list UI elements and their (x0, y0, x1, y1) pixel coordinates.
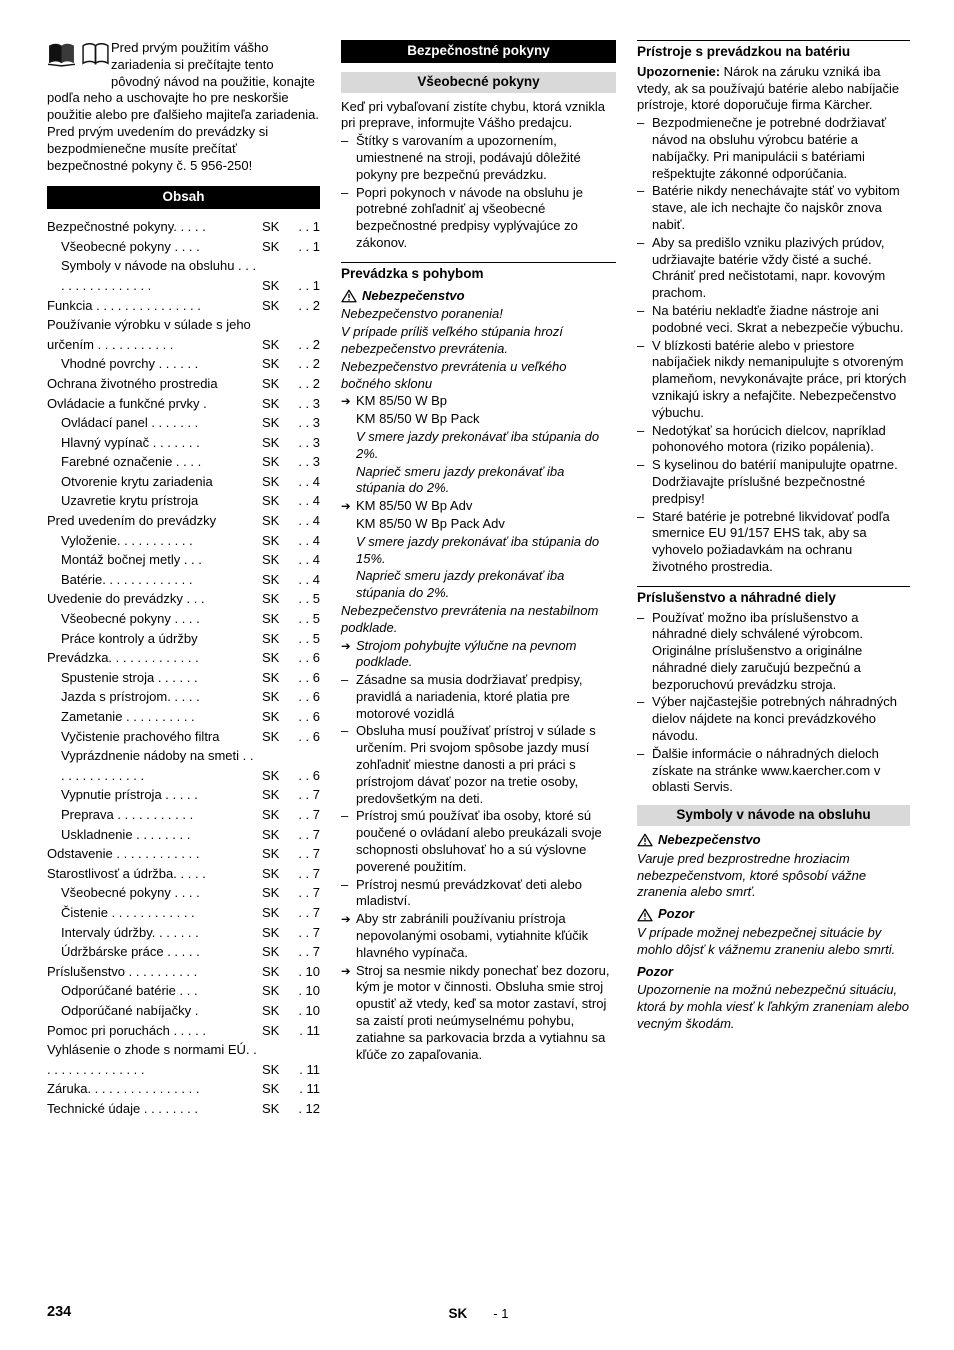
toc-entry-page: . . 5 (298, 591, 320, 607)
item-text: Ďalšie informácie o náhradných dieloch získate na stránke www.kaercher.com v oblasti Servis. (652, 745, 881, 795)
hazard-label: Pozor (658, 906, 695, 922)
toc-entry-page: . . 4 (298, 473, 320, 489)
paragraph: Nebezpečenstvo prevrátenia na nestabilnom podklade. (341, 602, 599, 635)
toc-entry (47, 707, 320, 727)
toc-entry-page: . . 7 (298, 806, 320, 822)
toc-entry-label: Uzavretie krytu prístroja (61, 493, 199, 509)
bullet-item (341, 723, 616, 807)
item-text: Prístroj nesmú prevádzkovať deti alebo mladiství. (356, 876, 582, 909)
dash-icon: – (637, 234, 645, 250)
toc-entry-lang: SK (262, 709, 280, 725)
toc-entry-lang: SK (262, 728, 280, 744)
toc-entry-label: Jazda s prístrojom. . . . . (61, 689, 200, 705)
toc-entry-label: Otvorenie krytu zariadenia (61, 473, 213, 489)
toc-entry-lang: SK (262, 1081, 280, 1097)
continuation-line: KM 85/50 W Bp Pack Adv (356, 515, 505, 531)
toc-entry-label: Uskladnenie . . . . . . . . (61, 826, 191, 842)
toc-entry-page: . . 7 (298, 885, 320, 901)
continuation-line: Naprieč smeru jazdy prekonávať iba stúpania do 2%. (356, 568, 565, 601)
bullet-item (341, 185, 616, 252)
toc-entry-lang: SK (262, 944, 280, 960)
toc-entry (47, 394, 320, 414)
toc-entry (47, 315, 320, 354)
toc-entry (47, 589, 320, 609)
toc-entry (47, 981, 320, 1001)
right-column (637, 40, 910, 1034)
toc-entry-lang: SK (262, 356, 280, 372)
bullet-item (637, 115, 910, 182)
item-text: Strojom pohybujte výlučne na pevnom podklade. (356, 637, 577, 670)
toc-entry-label: Spustenie stroja . . . . . . (61, 669, 198, 685)
toc-entry-page: . 11 (299, 1022, 320, 1038)
toc-entry (47, 296, 320, 316)
toc-entry (47, 785, 320, 805)
toc-entry-page: . . 5 (298, 611, 320, 627)
toc-entry (47, 962, 320, 982)
dash-icon: – (637, 183, 645, 199)
toc-entry-page: . . 7 (298, 846, 320, 862)
item-text: Bezpodmienečne je potrebné dodržiavať návod na obsluhu výrobcu batérie a nabíjačky. Pri manipulácii s batériami rešpektujte zákonné odporúčania. (652, 115, 886, 181)
arrow-item (341, 911, 616, 961)
bullet-item (341, 808, 616, 875)
table-of-contents (47, 217, 320, 1118)
toc-entry-page: . . 1 (298, 238, 320, 254)
item-text: Nedotýkať sa horúcich dielcov, napríklad pohonového motora (riziko popálenia). (652, 422, 886, 455)
toc-entry-label: Starostlivosť a údržba. . . . . (47, 865, 206, 881)
bullet-item (637, 694, 910, 744)
item-text: Aby sa predišlo vzniku plazivých prúdov, udržiavajte batérie vždy čisté a suché. Chrániť pred nečistotami, napr. kovovým prachom. (652, 234, 886, 301)
bullet-item (637, 303, 910, 337)
toc-entry-lang: SK (262, 669, 280, 685)
toc-entry (47, 746, 320, 785)
hazard-heading (637, 832, 910, 849)
bullet-item (637, 235, 910, 302)
manual-icon (47, 42, 76, 68)
toc-entry-page: . . 7 (298, 924, 320, 940)
toc-entry (47, 374, 320, 394)
toc-entry-page: . . 4 (298, 532, 320, 548)
toc-entry-label: Technické údaje . . . . . . . . (47, 1100, 199, 1116)
toc-entry (47, 609, 320, 629)
toc-entry-page: . 11 (299, 1061, 320, 1077)
toc-entry-lang: SK (262, 963, 280, 979)
section-header: Prevádzka s pohybom (341, 262, 616, 283)
toc-entry-page: . . 2 (298, 297, 320, 313)
toc-entry-lang: SK (262, 611, 280, 627)
toc-entry-label: Príslušenstvo . . . . . . . . . . (47, 963, 198, 979)
toc-entry (47, 668, 320, 688)
toc-entry (47, 217, 320, 237)
intro-text: Pred prvým použitím vášho zariadenia si prečítajte tento pôvodný návod na použitie, konajte podľa neho a uschovajte ho pre neskoršie použitie alebo pre ďalšieho majiteľa zariadenia. Pred prvým uvedením do prevádzky si bezpodmienečne musíte prečítať bezpečnostné pokyny č. 5 956-250! (47, 40, 319, 173)
toc-entry (47, 844, 320, 864)
bullet-item (637, 183, 910, 233)
toc-entry (47, 727, 320, 747)
footer-center (449, 1306, 509, 1323)
toc-entry (47, 864, 320, 884)
arrow-icon: ➔ (341, 638, 351, 653)
dash-icon: – (637, 422, 645, 438)
dash-icon: – (637, 337, 645, 353)
page-number: 234 (47, 1304, 72, 1320)
toc-entry-lang: SK (262, 395, 280, 411)
toc-entry-lang: SK (262, 297, 280, 313)
left-column (47, 40, 320, 1118)
toc-entry-label: Farebné označenie . . . . (61, 454, 202, 470)
middle-column (341, 40, 616, 1064)
toc-entry (47, 570, 320, 590)
toc-entry-lang: SK (262, 1022, 280, 1038)
toc-entry-lang: SK (262, 806, 280, 822)
toc-entry-label: Údržbárske práce . . . . . (61, 944, 200, 960)
toc-entry-page: . . 2 (298, 375, 320, 391)
hazard-label: Pozor (637, 963, 674, 979)
toc-entry-lang: SK (262, 434, 280, 450)
toc-entry-lang: SK (262, 826, 280, 842)
toc-entry-page: . . 6 (298, 728, 320, 744)
toc-entry-label: Vyčistenie prachového filtra (61, 728, 220, 744)
dash-icon: – (637, 745, 645, 761)
paragraph: Keď pri vybaľovaní zistíte chybu, ktorá vznikla pri preprave, informujte Vášho predajcu. (341, 98, 605, 131)
item-text: Výber najčastejšie potrebných náhradných dielov nájdete na konci prevádzkového návodu. (652, 694, 897, 744)
toc-entry-lang: SK (262, 375, 280, 391)
toc-entry-lang: SK (262, 591, 280, 607)
toc-entry-label: Práce kontroly a údržby (61, 630, 198, 646)
toc-entry-label: Vypnutie prístroja . . . . . (61, 787, 198, 803)
toc-entry-label: Pred uvedením do prevádzky (47, 513, 217, 529)
arrow-item (341, 498, 616, 515)
paragraph: V prípade príliš veľkého stúpania hrozí nebezpečenstvo prevrátenia. (341, 324, 563, 356)
bullet-item (637, 610, 910, 694)
toc-entry (47, 550, 320, 570)
dash-icon: – (341, 876, 349, 892)
toc-entry (47, 491, 320, 511)
footer-language-code: SK (448, 1306, 468, 1321)
read-manual-icons (47, 40, 111, 74)
toc-entry-label: Zametanie . . . . . . . . . . (61, 709, 195, 725)
item-text: S kyselinou do batérií manipulujte opatrne. Dodržiavajte príslušné bezpečnostné predpisy! (652, 457, 898, 506)
toc-entry-lang: SK (262, 277, 280, 293)
bullet-item (637, 457, 910, 507)
arrow-icon: ➔ (341, 912, 351, 927)
item-text: Batérie nikdy nenechávajte stáť vo vybitom stave, ale ich nechajte čo najskôr znova nabiť. (652, 183, 900, 232)
toc-entry-page: . . 4 (298, 571, 320, 587)
toc-entry-label: Montáž bočnej metly . . . (61, 552, 202, 568)
toc-entry (47, 648, 320, 668)
toc-entry (47, 354, 320, 374)
toc-entry-lang: SK (262, 983, 280, 999)
warning-triangle-icon (341, 289, 357, 303)
open-book-icon (81, 42, 110, 68)
dash-icon: – (637, 457, 645, 473)
toc-entry (47, 511, 320, 531)
toc-entry-page: . . 3 (298, 415, 320, 431)
arrow-icon: ➔ (341, 394, 351, 409)
toc-entry (47, 237, 320, 257)
toc-entry (47, 687, 320, 707)
item-text: Popri pokynoch v návode na obsluhu je potrebné zohľadniť aj všeobecné bezpečnostné predpisy vyplývajúce zo zákonov. (356, 184, 583, 250)
toc-entry-lang: SK (262, 493, 280, 509)
toc-entry-label: Záruka. . . . . . . . . . . . . . . . (47, 1081, 200, 1097)
bullet-item (341, 133, 616, 183)
dash-icon: – (341, 723, 349, 739)
toc-entry-lang: SK (262, 865, 280, 881)
toc-entry (47, 942, 320, 962)
section-header-primary: Bezpečnostné pokyny (341, 40, 616, 63)
toc-entry-lang: SK (262, 650, 280, 666)
toc-entry (47, 883, 320, 903)
toc-entry-page: . . 4 (298, 493, 320, 509)
toc-entry-page: . . 1 (298, 219, 320, 235)
toc-entry-lang: SK (262, 552, 280, 568)
toc-entry-label: Vyhlásenie o zhode s normami EÚ. . . . . . . . . . . . . . . . (47, 1042, 257, 1077)
toc-entry-label: Vhodné povrchy . . . . . . (61, 356, 199, 372)
toc-entry-label: Všeobecné pokyny . . . . (61, 885, 200, 901)
bullet-item (341, 672, 616, 722)
toc-entry-page: . . 2 (298, 356, 320, 372)
toc-entry (47, 413, 320, 433)
section-header-secondary: Symboly v návode na obsluhu (637, 805, 910, 826)
paragraph: Nebezpečenstvo prevrátenia u veľkého bočného sklonu (341, 358, 567, 391)
item-text: Na batériu nekladťe žiadne nástroje ani podobné veci. Skrat a nebezpečie výbuchu. (652, 302, 904, 335)
item-text: V blízkosti batérie alebo v priestore nabíjačiek nikdy nemanipulujte s otvoreným plameňom, nevykonávajte práce, pri ktorých vznikajú iskry a nefajčite. Nebezpečenstvo výbuchu. (652, 337, 907, 420)
dash-icon: – (341, 133, 349, 149)
toc-entry-label: Hlavný vypínač . . . . . . . (61, 434, 200, 450)
toc-entry-lang: SK (262, 1100, 280, 1116)
toc-entry-label: Preprava . . . . . . . . . . . (61, 806, 194, 822)
toc-entry-label: Čistenie . . . . . . . . . . . . (61, 904, 195, 920)
toc-entry-page: . . 7 (298, 944, 320, 960)
toc-entry-page: . . 5 (298, 630, 320, 646)
toc-entry-page: . . 6 (298, 650, 320, 666)
toc-entry-label: Všeobecné pokyny . . . . (61, 238, 200, 254)
toc-entry-lang: SK (262, 454, 280, 470)
dash-icon: – (637, 694, 645, 710)
toc-entry-lang: SK (262, 532, 280, 548)
toc-entry (47, 1040, 320, 1079)
toc-entry-lang: SK (262, 415, 280, 431)
toc-entry-page: . 10 (298, 963, 320, 979)
toc-entry-lang: SK (262, 924, 280, 940)
section-header: Prístroje s prevádzkou na batériu (637, 40, 910, 61)
toc-entry-label: Odporúčané batérie . . . (61, 983, 198, 999)
item-text: Štítky s varovaním a upozornením, umiestnené na stroji, podávajú dôležité pokyny pre bezpečnú prevádzku. (356, 133, 581, 182)
page-footer (47, 1304, 910, 1326)
toc-entry-label: Intervaly údržby. . . . . . . (61, 924, 199, 940)
dash-icon: – (637, 302, 645, 318)
toc-entry-page: . . 3 (298, 395, 320, 411)
arrow-item (341, 638, 616, 672)
toc-entry-lang: SK (262, 689, 280, 705)
continuation-line: V smere jazdy prekonávať iba stúpania do 2%. (356, 428, 600, 461)
item-text: Stroj sa nesmie nikdy ponechať bez dozoru, kým je motor v činnosti. Obsluha smie stroj opustiť až vtedy, keď sa motor zastaví, stroj sa zaistí proti neúmyselnému pohybu, zatiahne sa parkovacia brzda a vytiahnu sa kľúče zo zapaľovania. (356, 962, 610, 1062)
toc-entry-label: Používanie výrobku v súlade s jeho určením . . . . . . . . . . . (47, 317, 251, 352)
toc-entry-page: . . 4 (298, 513, 320, 529)
warning-triangle-icon (637, 833, 653, 847)
toc-entry-label: Pomoc pri poruchách . . . . . (47, 1022, 206, 1038)
dash-icon: – (637, 508, 645, 524)
toc-entry-label: Ochrana životného prostredia (47, 375, 218, 391)
toc-entry-lang: SK (262, 219, 280, 235)
toc-entry-page: . . 2 (298, 336, 320, 352)
toc-entry-page: . . 3 (298, 454, 320, 470)
toc-entry-label: Všeobecné pokyny . . . . (61, 611, 200, 627)
section-header: Príslušenstvo a náhradné diely (637, 586, 910, 607)
hazard-label: Nebezpečenstvo (362, 287, 465, 303)
toc-entry (47, 923, 320, 943)
bullet-item (341, 877, 616, 911)
toc-entry-label: Symboly v návode na obsluhu . . . . . . . . . . . . . . . . (61, 258, 257, 293)
toc-entry-label: Vyloženie. . . . . . . . . . . (61, 532, 193, 548)
toc-entry-lang: SK (262, 904, 280, 920)
dash-icon: – (637, 609, 645, 625)
bullet-item (637, 423, 910, 457)
note-text: Nárok na záruku vzniká iba vtedy, ak sa používajú batérie alebo nabíjačie prístroje, ktoré doporučuje firma Kärcher. (637, 63, 900, 113)
arrow-icon: ➔ (341, 499, 351, 514)
arrow-item (341, 393, 616, 410)
item-text: Prístroj smú používať iba osoby, ktoré sú poučené o ovládaní alebo preukázali svoje schopnosti obsluhovať ho a sú výslovne poverené použitím. (356, 808, 602, 874)
paragraph: Varuje pred bezprostredne hroziacim nebezpečenstvom, ktoré spôsobí vážne zranenia alebo smrť. (637, 850, 867, 900)
arrow-item (341, 963, 616, 1064)
paragraph: V prípade možnej nebezpečnej situácie by mohlo dôjsť k vážnemu zraneniu alebo smrti. (637, 925, 896, 957)
toc-entry (47, 903, 320, 923)
toc-entry-lang: SK (262, 473, 280, 489)
toc-entry-label: Prevádzka. . . . . . . . . . . . . (47, 650, 199, 666)
toc-entry-page: . . 3 (298, 434, 320, 450)
hazard-heading (341, 288, 616, 305)
hazard-heading (637, 906, 910, 923)
toc-entry-page: . . 7 (298, 826, 320, 842)
toc-entry (47, 805, 320, 825)
toc-header: Obsah (47, 186, 320, 209)
toc-entry (47, 452, 320, 472)
toc-entry (47, 256, 320, 295)
toc-entry-page: . . 6 (298, 669, 320, 685)
toc-entry-label: Bezpečnostné pokyny. . . . . (47, 219, 206, 235)
toc-entry (47, 1001, 320, 1021)
bullet-item (637, 338, 910, 422)
toc-entry (47, 1079, 320, 1099)
toc-entry-page: . . 4 (298, 552, 320, 568)
dash-icon: – (341, 808, 349, 824)
bullet-item (637, 509, 910, 576)
item-text: Staré batérie je potrebné likvidovať podľa smernice EU 91/157 EHS tak, aby sa vyhovelo požiadavkám na ochranu životného prostredia. (652, 508, 890, 574)
dash-icon: – (637, 115, 645, 131)
footer-chapter-page: - 1 (493, 1306, 509, 1321)
continuation-line: KM 85/50 W Bp Pack (356, 411, 480, 427)
toc-entry (47, 531, 320, 551)
note-label: Upozornenie: (637, 63, 721, 79)
toc-entry-lang: SK (262, 846, 280, 862)
toc-entry-page: . . 1 (298, 277, 320, 293)
toc-entry-lang: SK (262, 885, 280, 901)
toc-entry-page: . . 6 (298, 689, 320, 705)
toc-entry-label: Funkcia . . . . . . . . . . . . . . . (47, 297, 201, 313)
dash-icon: – (341, 672, 349, 688)
toc-entry (47, 629, 320, 649)
toc-entry (47, 825, 320, 845)
toc-entry-page: . . 7 (298, 904, 320, 920)
toc-entry-lang: SK (262, 571, 280, 587)
section-header-secondary: Všeobecné pokyny (341, 72, 616, 93)
toc-entry-label: Ovládacie a funkčné prvky . (47, 395, 207, 411)
toc-entry-label: Batérie. . . . . . . . . . . . . (61, 571, 193, 587)
toc-entry (47, 1021, 320, 1041)
hazard-label: Nebezpečenstvo (658, 832, 761, 848)
item-text: Zásadne sa musia dodržiavať predpisy, pravidlá a nariadenia, ktoré platia pre motorové vozidlá (356, 672, 583, 721)
toc-entry-page: . 11 (299, 1081, 320, 1097)
toc-entry-page: . . 7 (298, 787, 320, 803)
bullet-item (637, 746, 910, 796)
paragraph: Nebezpečenstvo poranenia! (341, 306, 503, 322)
toc-entry (47, 472, 320, 492)
toc-entry-label: Uvedenie do prevádzky . . . (47, 591, 205, 607)
toc-entry-label: Ovládací panel . . . . . . . (61, 415, 199, 431)
warning-triangle-icon (637, 908, 653, 922)
toc-entry-label: Vyprázdnenie nádoby na smeti . . . . . . . . . . . . . . (61, 748, 254, 783)
toc-entry-page: . . 7 (298, 865, 320, 881)
dash-icon: – (341, 184, 349, 200)
toc-entry-lang: SK (262, 238, 280, 254)
toc-entry-lang: SK (262, 336, 280, 352)
toc-entry-page: . 12 (298, 1100, 320, 1116)
item-text: Používať možno iba príslušenstvo a náhradné diely schválené výrobcom. Originálne príslušenstvo a originálne náhradné diely zaručujú bezpečnú a bezporuchovú prevádzku stroja. (652, 609, 864, 692)
note-paragraph (637, 64, 910, 114)
continuation-line: Naprieč smeru jazdy prekonávať iba stúpania do 2%. (356, 463, 565, 496)
hazard-heading (637, 964, 910, 981)
toc-entry-lang: SK (262, 513, 280, 529)
intro-paragraph (47, 40, 320, 174)
toc-entry-page: . . 6 (298, 709, 320, 725)
toc-entry-label: Odstavenie . . . . . . . . . . . . (47, 846, 200, 862)
toc-entry-lang: SK (262, 787, 280, 803)
item-text: KM 85/50 W Bp Adv (356, 498, 473, 514)
toc-entry-page: . 10 (298, 983, 320, 999)
toc-entry-page: . 10 (298, 1002, 320, 1018)
toc-entry-lang: SK (262, 1002, 280, 1018)
toc-entry-page: . . 6 (298, 767, 320, 783)
toc-entry-label: Odporúčané nabíjačky . (61, 1002, 199, 1018)
toc-entry-lang: SK (262, 1061, 280, 1077)
paragraph: Upozornenie na možnú nebezpečnú situáciu, ktorá by mohla viesť k ľahkým zraneniam alebo vecným škodám. (637, 982, 909, 1032)
item-text: Obsluha musí používať prístroj v súlade s určením. Pri svojom spôsobe jazdy musí zohľadniť miestne danosti a pri práci s prístrojom dávať pozor na tretie osoby, predovšetkým na deti. (356, 723, 596, 806)
toc-entry-lang: SK (262, 630, 280, 646)
continuation-line: V smere jazdy prekonávať iba stúpania do 15%. (356, 533, 600, 566)
item-text: Aby str zabránili používaniu prístroja nepovolanými osobami, vytiahnite kľúčik hlavného vypínača. (356, 911, 589, 960)
arrow-icon: ➔ (341, 963, 351, 978)
item-text: KM 85/50 W Bp (356, 393, 448, 409)
toc-entry (47, 433, 320, 453)
toc-entry (47, 1099, 320, 1119)
toc-entry-lang: SK (262, 767, 280, 783)
